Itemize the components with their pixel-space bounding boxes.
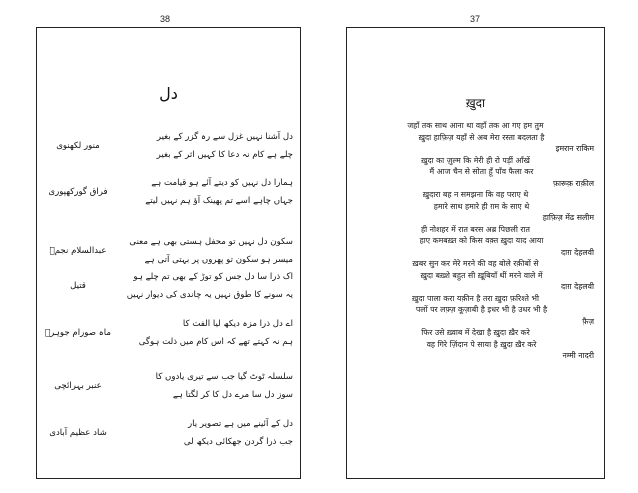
urdu-stanza xyxy=(45,174,293,210)
poet-name: شاد عظیم آبادی xyxy=(49,428,107,438)
verse-line: ख़बर सुन कर मेरे मरने की वह बोले रक़ीबों से xyxy=(412,259,539,268)
poet-credit: फ़ैज़ xyxy=(582,316,594,326)
verse-line: हाए कमबख़्त को किस वक़्त ख़ुदा याद आया xyxy=(419,236,544,245)
verse-line: वह गिरे ज़िंदान पे साया है ख़ुदा ख़ैर करे xyxy=(426,339,537,349)
verse-line: میسر ہو سکون تو پھروں پر بہتی آتی ہے xyxy=(144,255,293,265)
right-page-number: 37 xyxy=(470,14,481,24)
verse-line: سوز دل سا مرے دل کا کر لگتا ہے xyxy=(172,390,293,400)
verse-line: ख़ुदा का ज़ुल्म कि मेरी ही रो पड़ीं आँखें xyxy=(421,155,530,165)
poet-credit: दाग़ देहलवी xyxy=(561,282,594,291)
verse-line: جہاں چاہے اسے تم پھینک آؤ ہم نہیں لیتے xyxy=(145,196,293,206)
verse-line: دل کے آئینے میں ہے تصویر یار xyxy=(188,419,293,429)
stanza-lines xyxy=(117,415,293,451)
urdu-stanza xyxy=(45,233,293,269)
urdu-stanza xyxy=(45,415,293,451)
verse-line: ہم نہ کہتے تھے کہ اس کام میں ذلت ہوگی xyxy=(138,337,293,347)
verse-line: हमारे साथ हमारे ही ग़म के साए थे xyxy=(433,201,530,211)
verse-line: سلسلہ ٹوٹ گیا جب سے تیری یادوں کا xyxy=(155,372,293,382)
poet-name: عنبر بہرائچی xyxy=(54,381,102,391)
poet-credit: दाग़ देहलवी xyxy=(561,247,594,257)
verse-line: یہ سونے کا طوق نہیں یہ چاندی کی دیوار نہیں xyxy=(126,290,293,300)
verse-line: ख़ुदा बख़्शे बहुत सी ख़ूबियाँ थीं मरने वाले में xyxy=(420,270,543,280)
left-page-title: دل xyxy=(159,84,178,103)
poet-name: منور لکھنوی xyxy=(56,141,100,151)
stanza-lines xyxy=(117,268,293,304)
poet-name: عبدالسلام نجمؔ xyxy=(49,246,107,256)
verse-line: اے دل ذرا مزہ دیکھ لیا الفت کا xyxy=(182,319,293,329)
urdu-stanza xyxy=(45,128,293,164)
verse-line: اک ذرا سا دل جس کو توڑ کے بھی تم چلے ہو xyxy=(133,272,293,282)
poet-name: ماہ صورام جوہرؔ xyxy=(44,328,111,338)
verse-line: फिर उसे ख़्वाब में देखा है ख़ुदा ख़ैर करे xyxy=(421,328,530,337)
left-page-number: 38 xyxy=(160,14,171,24)
stanza-lines xyxy=(117,128,293,164)
urdu-stanza xyxy=(45,268,293,304)
verse-line: دل آشنا نہیں غزل سے رہ گزر کے بغیر xyxy=(156,132,293,142)
stanza-lines xyxy=(117,174,293,210)
verse-line: چلے ہے کام نہ دعا کا کہیں اثر کے بغیر xyxy=(156,150,293,160)
verse-line: पलों पर लफ़्ज़ कूज़ाबी है इधर भी है उधर भी है xyxy=(415,305,548,314)
stanza-lines xyxy=(117,315,293,351)
verse-line: जहाँ तक साथ आना था वहाँ तक आ गए हम तुम xyxy=(407,121,544,130)
poet-credit: हाफ़िज़ मेंढ सलीम xyxy=(542,213,594,222)
stanza-lines xyxy=(117,368,293,404)
poet-name: قتیل xyxy=(70,281,86,291)
verse-line: ही नोशहर में रात बरस अब्र पिछली रात xyxy=(421,224,530,234)
verse-line: سکون دل نہیں تو محفل ہستی بھی ہے معنی xyxy=(129,237,293,247)
poet-credit: नम्मी नादरी xyxy=(562,351,594,360)
verse-line: मैं आज चैन से सोता हूँ पाँव फैला कर xyxy=(429,167,534,176)
verse-line: جب ذرا گردن جھکائی دیکھ لی xyxy=(183,437,293,447)
poet-credit: फ़ारूक़ राक़ील xyxy=(552,178,594,188)
stanza-lines xyxy=(117,233,293,269)
urdu-stanza xyxy=(45,368,293,404)
verse-line: ख़ुदा हाफ़िज़ यहाँ से अब मेरा रस्ता बदलता है xyxy=(418,132,545,142)
right-page xyxy=(346,27,605,479)
left-page xyxy=(36,27,301,479)
right-verse-list xyxy=(347,120,604,362)
verse-line: ख़ुदा पाला करा यक़ीन है तरा ख़ुदा फ़रिश्ते भी xyxy=(412,293,539,303)
urdu-stanza xyxy=(45,315,293,351)
poet-name: فراق گورکھپوری xyxy=(48,187,108,197)
verse-line: ہمارا دل نہیں کو دیتے آئے ہو قیامت ہے xyxy=(151,178,293,188)
poet-credit: इमरान राकिम xyxy=(555,144,594,153)
right-page-title: ख़ुदा xyxy=(465,96,486,110)
verse-line: ख़ुदारा बह न समझना कि वह पराए थे xyxy=(422,190,529,199)
